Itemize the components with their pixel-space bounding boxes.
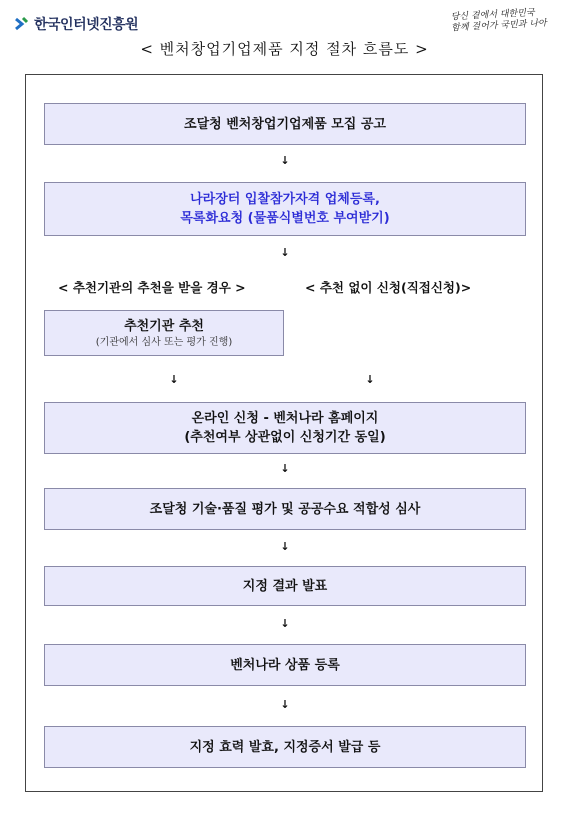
step-result bbox=[44, 566, 526, 606]
kisa-logo-icon bbox=[14, 16, 30, 32]
kisa-logo bbox=[14, 14, 138, 34]
step-product-registration bbox=[44, 644, 526, 686]
slogan-line-2: 함께 걸어가 국민과 나아 bbox=[451, 18, 548, 34]
slogan-line-1: 당신 곁에서 대한민국 bbox=[450, 8, 536, 23]
logo-text: 한국인터넷진흥원 bbox=[34, 16, 139, 32]
step-online-application-line-2: (추천여부 상관없이 신청기간 동일) bbox=[184, 430, 386, 445]
arrow-down: ↓ bbox=[280, 154, 290, 167]
step-recommendation bbox=[44, 310, 284, 356]
arrow-down: ↓ bbox=[280, 540, 290, 553]
step-announcement-label: 조달청 벤처창업기업제품 모집 공고 bbox=[184, 116, 386, 132]
step-evaluation-label: 조달청 기술·품질 평가 및 공공수요 적합성 심사 bbox=[149, 501, 421, 517]
slogan bbox=[451, 8, 548, 35]
step-online-application-line-1: 온라인 신청 - 벤처나라 홈페이지 bbox=[191, 411, 379, 426]
arrow-down: ↓ bbox=[365, 373, 375, 386]
page-title: < 벤처창업기업제품 지정 절차 흐름도 > bbox=[140, 40, 429, 58]
step-registration bbox=[44, 182, 526, 236]
arrow-down: ↓ bbox=[280, 617, 290, 630]
arrow-down: ↓ bbox=[280, 246, 290, 259]
branch-direct-label: < 추천 없이 신청(직접신청)> bbox=[305, 280, 472, 295]
step-announcement bbox=[44, 103, 526, 145]
step-certificate-label: 지정 효력 발효, 지정증서 발급 등 bbox=[189, 739, 381, 755]
branch-recommended-label: < 추천기관의 추천을 받을 경우 > bbox=[58, 280, 246, 295]
step-product-registration-label: 벤처나라 상품 등록 bbox=[230, 657, 340, 673]
step-recommendation-sub: (기관에서 심사 또는 평가 진행) bbox=[95, 336, 233, 348]
step-certificate bbox=[44, 726, 526, 768]
arrow-down: ↓ bbox=[169, 373, 179, 386]
step-evaluation bbox=[44, 488, 526, 530]
step-registration-line-1: 나라장터 입찰참가자격 업체등록, bbox=[190, 192, 380, 207]
step-result-label: 지정 결과 발표 bbox=[242, 578, 328, 594]
arrow-down: ↓ bbox=[280, 462, 290, 475]
arrow-down: ↓ bbox=[280, 698, 290, 711]
step-recommendation-title: 추천기관 추천 bbox=[124, 318, 204, 334]
step-online-application bbox=[44, 402, 526, 454]
step-registration-line-2: 목록화요청 (물품식별번호 부여받기) bbox=[180, 211, 390, 226]
